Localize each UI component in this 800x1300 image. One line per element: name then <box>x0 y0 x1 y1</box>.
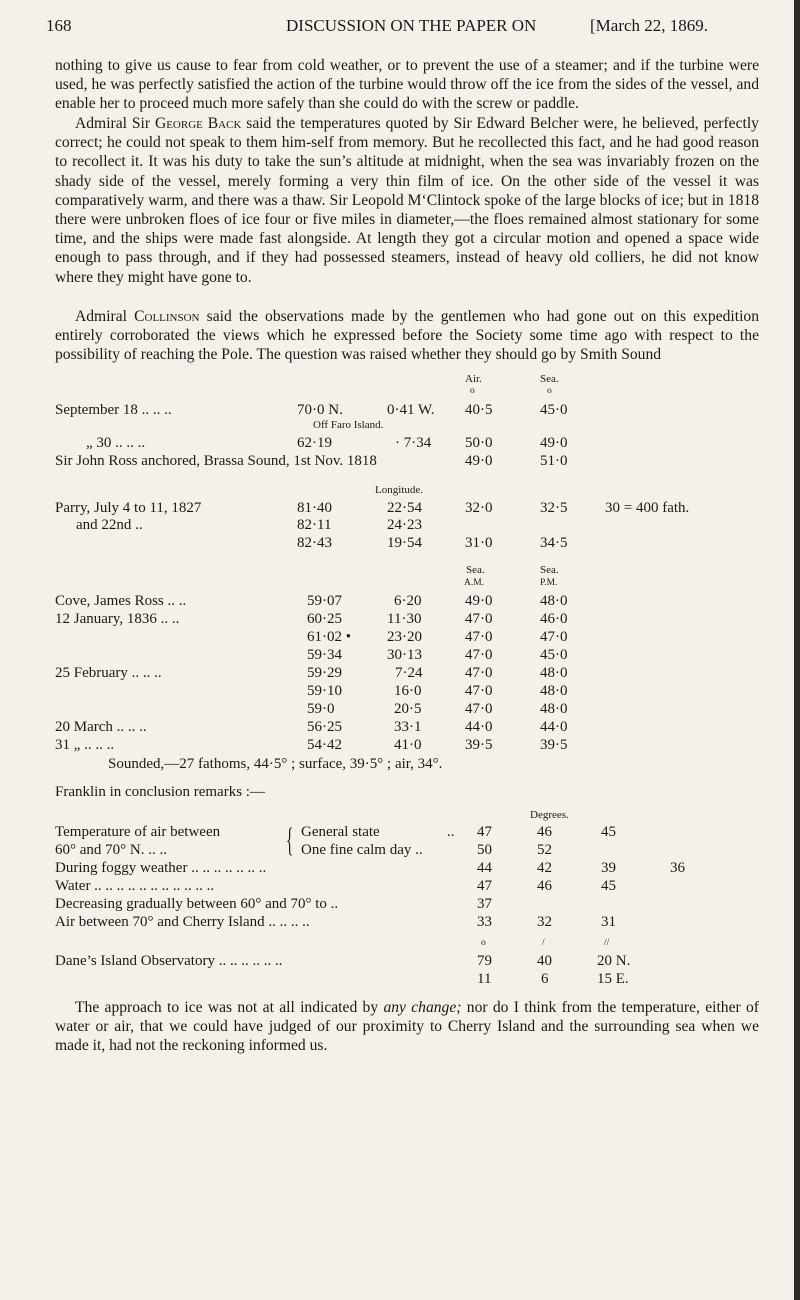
paragraph-2: Admiral Sir George Back said the temperatures quoted by Sir Edward Belcher were, he believed, perfectly correct; he could not speak to them him-self from memory. But he recollected this fact, and he had good reason to recollect it. It was his duty to take the sun’s altitude at midnight, when the sea was invariably frozen on the shady side of the vessel, merely forming a very thin film of ice. On the other side of the vessel it was comparatively warm, and there was a thaw. Sir Leopold M‘Clintock spoke of the large blocks of ice; but in 1818 there were unbroken floes of ice four or five miles in diameter,—the floes remained almost stationary for some time, and the ships were made fast alongside. At length they got a circular motion and opened a space wide enough to pass through, and if they had possessed steamers, instead of heavy old colliers, he did not know where they might have gone to. <box>55 115 759 286</box>
paragraph-1: nothing to give us cause to fear from cold weather, or to prevent the use of a steamer; and if the turbine were used, he was perfectly satisfied the action of the turbine would throw off the ice from the sides of the vessel, and enable her to proceed much more safely than she could do with the screw or paddle. <box>55 57 759 113</box>
col-degrees: Degrees. <box>530 809 569 821</box>
book-page: 168 DISCUSSION ON THE PAPER ON [March 22, 1869. nothing to give us cause to fear from cold weather, or to prevent the use of a steamer; and if the turbine were used, he was perfectly satisfied the action of the turbine would throw off the ice from the sides of the vessel, and enable her to proceed much more safely than she could do with the screw or paddle. Admiral Sir George Back said the temperatures quoted by Sir Edward Belcher were, he believed, perfectly correct; he could not speak to them him-self from memory. But he recollected this fact, and he had good reason to recollect it. It was his duty to take the sun’s altitude at midnight, when the sea was invariably frozen on the shady side of the vessel, merely forming a very thin film of ice. On the other side of the vessel it was comparatively warm, and there was a thaw. Sir Leopold M‘Clintock spoke of the large blocks of ice; but in 1818 there were unbroken floes of ice four or five miles in diameter,—the floes remained almost stationary for some time, and the ships were made fast alongside. At length they got a circular motion and opened a space wide enough to pass through, and if they had possessed steamers, instead of heavy old colliers, he did not know where they might have gone to. Admiral Collinson said the observations made by the gentlemen who had gone out on this expedition entirely corroborated the views which he expressed before the Society some time ago with respect to the possibility of reaching the Pole. The question was raised whether they should go by Smith Sound Air. Sea. o o September 18 .. .. .. 70·0 N. 0·41 W. 40·5 45·0 Off Faro Island. „ 30 .. .. .. 62·19 · 7·34 50·0 49·0 Sir John Ross anchored, Brassa Sound, 1st Nov. 1818 49·0 51·0 Longitude. Parry, July 4 to 11, 1827 81·40 22·54 32·0 32·5 30 = 400 fath. and 22nd .. 82·11 24·23 82·43 19·54 31·0 34·5 Sea. Sea. A.M. P.M. Cove, James Ross .. .. 59·07 6·20 49·0 48·0 12 January, 1836 .. .. 60·25 11·30 47·0 46·0 61·02 • 23·20 47·0 47·0 59·34 30·13 47·0 45·0 25 February .. .. .. 59·29 7·24 47·0 48·0 59·10 16·0 47·0 48·0 59·0 20·5 47·0 48·0 20 March .. .. .. 56·25 33·1 44·0 44·0 31 „ .. .. .. 54·42 41·0 39·5 39·5 Sounded,—27 fathoms, 44·5° ; surface, 39·5° ; air, 34°. Franklin in conclusion remarks :— Degrees. Temperature of air between 60° and 70° N. .. .. { General state One fine calm day .. .. 47 46 45 50 52 During foggy weather .. .. .. .. .. .. .. 44 42 39 36 Water .. .. .. .. .. .. .. .. .. .. .. 47 46 45 Decreasing gradually between 60° and 70° to .. 37 Air between 70° and Cherry Island .. .. .. .. 33 32 31 o / // Dane’s Island Observatory .. .. .. .. .. .. 79 40 20 N. 11 6 15 E. The approach to ice was not at all indicated by any change; nor do I think from the temperature, either of water or air, that we could have judged of our proximity to Cherry Island and the surrounding sea when we made it, had not the reckoning informed us. <box>0 0 800 1300</box>
degree-mark: o <box>547 386 552 396</box>
brace-icon: { <box>286 822 294 859</box>
degree-mark: o <box>470 386 475 396</box>
page-number: 168 <box>46 16 72 35</box>
page-edge <box>794 0 800 1300</box>
col-sea-pm: Sea. <box>540 564 559 576</box>
running-title: DISCUSSION ON THE PAPER ON <box>286 16 537 35</box>
speaker-name: Collinson <box>134 308 200 325</box>
unit-minutes: / <box>542 938 545 948</box>
unit-degrees: o <box>481 938 486 948</box>
col-longitude: Longitude. <box>375 484 423 496</box>
header-date: [March 22, 1869. <box>590 16 709 35</box>
unit-seconds: // <box>604 938 610 948</box>
closing-paragraph: The approach to ice was not at all indicated by any change; nor do I think from the temperature, either of water or air, that we could have judged of our proximity to Cherry Island and the surrounding sea when we made it, had not the reckoning informed us. <box>55 999 759 1055</box>
col-air: Air. <box>465 373 482 385</box>
col-sea: Sea. <box>540 373 559 385</box>
speaker-name: George Back <box>154 115 242 132</box>
franklin-intro: Franklin in conclusion remarks :— <box>55 784 265 800</box>
soundings-note: Sounded,—27 fathoms, 44·5° ; surface, 39·5° ; air, 34°. <box>108 756 443 772</box>
running-header <box>46 6 752 36</box>
col-sea-am: Sea. <box>466 564 485 576</box>
paragraph-3: Admiral Collinson said the observations made by the gentlemen who had gone out on this expedition entirely corroborated the views which he expressed before the Society some time ago with respect to the possibility of reaching the Pole. The question was raised whether they should go by Smith Sound <box>55 308 760 364</box>
